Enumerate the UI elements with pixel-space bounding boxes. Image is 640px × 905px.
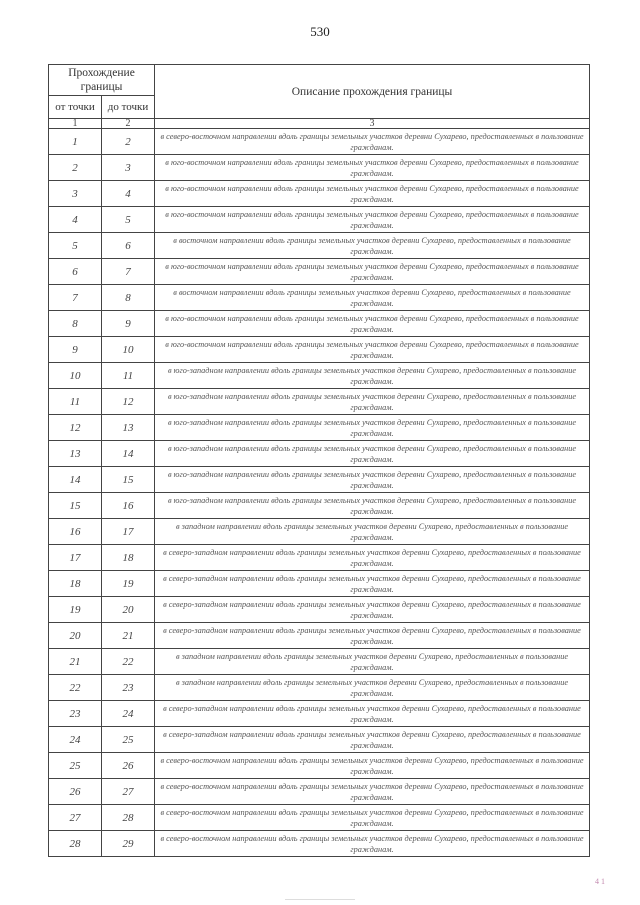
footer-divider — [285, 899, 355, 900]
description-cell: в восточном направлении вдоль границы земельных участков деревни Сухарево, предоставленных в пользование гражданам. — [155, 233, 590, 259]
header-from-point: от точки — [49, 96, 102, 119]
table-row — [49, 181, 590, 207]
point-from-cell: 16 — [49, 519, 102, 545]
point-from-cell: 26 — [49, 779, 102, 805]
point-from-cell: 12 — [49, 415, 102, 441]
description-cell: в северо-восточном направлении вдоль границы земельных участков деревни Сухарево, предоставленных в пользование гражданам. — [155, 831, 590, 857]
table-row — [49, 285, 590, 311]
description-cell: в северо-восточном направлении вдоль границы земельных участков деревни Сухарево, предоставленных в пользование гражданам. — [155, 753, 590, 779]
point-from-cell: 3 — [49, 181, 102, 207]
point-from-cell: 13 — [49, 441, 102, 467]
table-row — [49, 155, 590, 181]
table-row — [49, 207, 590, 233]
table-row — [49, 467, 590, 493]
point-from-cell: 23 — [49, 701, 102, 727]
point-to-cell: 17 — [102, 519, 155, 545]
table-row — [49, 233, 590, 259]
table-row — [49, 571, 590, 597]
table-row — [49, 597, 590, 623]
description-cell: в северо-восточном направлении вдоль границы земельных участков деревни Сухарево, предоставленных в пользование гражданам. — [155, 805, 590, 831]
table-row — [49, 493, 590, 519]
point-to-cell: 16 — [102, 493, 155, 519]
table-row — [49, 545, 590, 571]
point-from-cell: 14 — [49, 467, 102, 493]
description-cell: в юго-восточном направлении вдоль границы земельных участков деревни Сухарево, предоставленных в пользование гражданам. — [155, 259, 590, 285]
point-to-cell: 21 — [102, 623, 155, 649]
table-row — [49, 363, 590, 389]
point-to-cell: 28 — [102, 805, 155, 831]
description-cell: в юго-западном направлении вдоль границы земельных участков деревни Сухарево, предоставленных в пользование гражданам. — [155, 493, 590, 519]
column-number: 1 — [49, 119, 102, 129]
point-to-cell: 4 — [102, 181, 155, 207]
description-cell: в северо-западном направлении вдоль границы земельных участков деревни Сухарево, предоставленных в пользование гражданам. — [155, 623, 590, 649]
point-from-cell: 2 — [49, 155, 102, 181]
description-cell: в юго-восточном направлении вдоль границы земельных участков деревни Сухарево, предоставленных в пользование гражданам. — [155, 207, 590, 233]
point-to-cell: 19 — [102, 571, 155, 597]
table-row — [49, 441, 590, 467]
description-cell: в юго-восточном направлении вдоль границы земельных участков деревни Сухарево, предоставленных в пользование гражданам. — [155, 155, 590, 181]
table-row — [49, 753, 590, 779]
point-from-cell: 7 — [49, 285, 102, 311]
point-to-cell: 9 — [102, 311, 155, 337]
column-number-row — [49, 119, 590, 129]
point-to-cell: 2 — [102, 129, 155, 155]
point-from-cell: 11 — [49, 389, 102, 415]
point-from-cell: 24 — [49, 727, 102, 753]
footer-mark: 4 1 — [595, 877, 605, 886]
point-to-cell: 20 — [102, 597, 155, 623]
point-to-cell: 27 — [102, 779, 155, 805]
description-cell: в юго-западном направлении вдоль границы земельных участков деревни Сухарево, предоставленных в пользование гражданам. — [155, 467, 590, 493]
description-cell: в северо-западном направлении вдоль границы земельных участков деревни Сухарево, предоставленных в пользование гражданам. — [155, 597, 590, 623]
description-cell: в северо-восточном направлении вдоль границы земельных участков деревни Сухарево, предоставленных в пользование гражданам. — [155, 129, 590, 155]
description-cell: в северо-западном направлении вдоль границы земельных участков деревни Сухарево, предоставленных в пользование гражданам. — [155, 545, 590, 571]
description-cell: в юго-восточном направлении вдоль границы земельных участков деревни Сухарево, предоставленных в пользование гражданам. — [155, 337, 590, 363]
table-row — [49, 623, 590, 649]
description-cell: в юго-восточном направлении вдоль границы земельных участков деревни Сухарево, предоставленных в пользование гражданам. — [155, 311, 590, 337]
description-cell: в северо-западном направлении вдоль границы земельных участков деревни Сухарево, предоставленных в пользование гражданам. — [155, 727, 590, 753]
point-to-cell: 6 — [102, 233, 155, 259]
point-to-cell: 3 — [102, 155, 155, 181]
description-cell: в юго-восточном направлении вдоль границы земельных участков деревни Сухарево, предоставленных в пользование гражданам. — [155, 181, 590, 207]
table-row — [49, 701, 590, 727]
table-row — [49, 831, 590, 857]
header-passage: Прохождение границы — [49, 65, 155, 96]
table-row — [49, 259, 590, 285]
point-to-cell: 5 — [102, 207, 155, 233]
description-cell: в юго-западном направлении вдоль границы земельных участков деревни Сухарево, предоставленных в пользование гражданам. — [155, 441, 590, 467]
point-from-cell: 15 — [49, 493, 102, 519]
point-to-cell: 14 — [102, 441, 155, 467]
point-to-cell: 29 — [102, 831, 155, 857]
point-to-cell: 26 — [102, 753, 155, 779]
description-cell: в юго-западном направлении вдоль границы земельных участков деревни Сухарево, предоставленных в пользование гражданам. — [155, 389, 590, 415]
header-description: Описание прохождения границы — [155, 65, 590, 119]
header-to-point: до точки — [102, 96, 155, 119]
description-cell: в северо-западном направлении вдоль границы земельных участков деревни Сухарево, предоставленных в пользование гражданам. — [155, 701, 590, 727]
point-to-cell: 23 — [102, 675, 155, 701]
table-row — [49, 519, 590, 545]
point-from-cell: 9 — [49, 337, 102, 363]
table-row — [49, 805, 590, 831]
point-from-cell: 4 — [49, 207, 102, 233]
column-number: 3 — [155, 119, 590, 129]
point-to-cell: 24 — [102, 701, 155, 727]
point-from-cell: 10 — [49, 363, 102, 389]
table-row — [49, 649, 590, 675]
point-from-cell: 20 — [49, 623, 102, 649]
point-from-cell: 17 — [49, 545, 102, 571]
point-from-cell: 21 — [49, 649, 102, 675]
table-row — [49, 389, 590, 415]
page-number: 530 — [310, 24, 330, 39]
point-to-cell: 8 — [102, 285, 155, 311]
column-number: 2 — [102, 119, 155, 129]
point-from-cell: 25 — [49, 753, 102, 779]
point-from-cell: 28 — [49, 831, 102, 857]
point-to-cell: 25 — [102, 727, 155, 753]
point-to-cell: 12 — [102, 389, 155, 415]
table-row — [49, 129, 590, 155]
table-row — [49, 337, 590, 363]
point-to-cell: 7 — [102, 259, 155, 285]
table-row — [49, 779, 590, 805]
description-cell: в юго-западном направлении вдоль границы земельных участков деревни Сухарево, предоставленных в пользование гражданам. — [155, 363, 590, 389]
point-to-cell: 13 — [102, 415, 155, 441]
point-to-cell: 18 — [102, 545, 155, 571]
point-to-cell: 11 — [102, 363, 155, 389]
table-row — [49, 415, 590, 441]
point-from-cell: 5 — [49, 233, 102, 259]
description-cell: в северо-западном направлении вдоль границы земельных участков деревни Сухарево, предоставленных в пользование гражданам. — [155, 571, 590, 597]
description-cell: в западном направлении вдоль границы земельных участков деревни Сухарево, предоставленных в пользование гражданам. — [155, 519, 590, 545]
point-from-cell: 22 — [49, 675, 102, 701]
description-cell: в восточном направлении вдоль границы земельных участков деревни Сухарево, предоставленных в пользование гражданам. — [155, 285, 590, 311]
description-cell: в северо-восточном направлении вдоль границы земельных участков деревни Сухарево, предоставленных в пользование гражданам. — [155, 779, 590, 805]
point-from-cell: 6 — [49, 259, 102, 285]
point-from-cell: 18 — [49, 571, 102, 597]
point-from-cell: 27 — [49, 805, 102, 831]
description-cell: в западном направлении вдоль границы земельных участков деревни Сухарево, предоставленных в пользование гражданам. — [155, 675, 590, 701]
point-to-cell: 10 — [102, 337, 155, 363]
description-cell: в юго-западном направлении вдоль границы земельных участков деревни Сухарево, предоставленных в пользование гражданам. — [155, 415, 590, 441]
point-from-cell: 19 — [49, 597, 102, 623]
table-row — [49, 675, 590, 701]
point-to-cell: 22 — [102, 649, 155, 675]
point-to-cell: 15 — [102, 467, 155, 493]
header-row — [49, 65, 590, 96]
table-row — [49, 311, 590, 337]
description-cell: в западном направлении вдоль границы земельных участков деревни Сухарево, предоставленных в пользование гражданам. — [155, 649, 590, 675]
table-row — [49, 727, 590, 753]
boundary-table — [48, 64, 590, 857]
point-from-cell: 8 — [49, 311, 102, 337]
point-from-cell: 1 — [49, 129, 102, 155]
